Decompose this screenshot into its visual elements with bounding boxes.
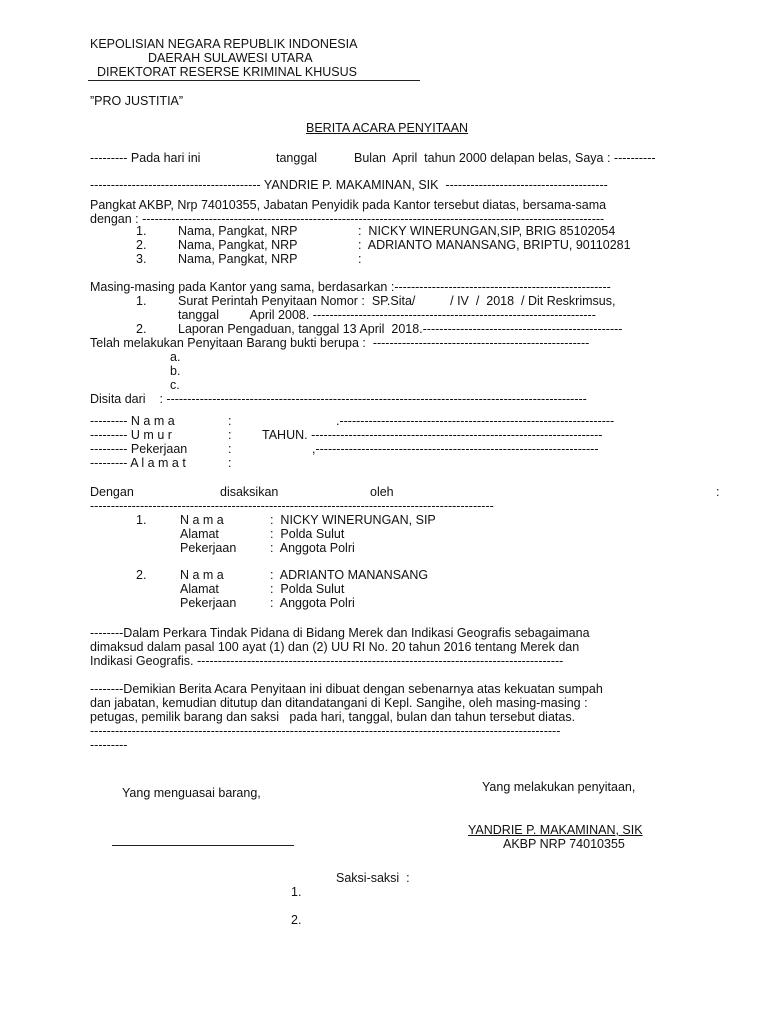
owner-nama-colon: : [228,414,232,428]
case-paragraph-line-2: dimaksud dalam pasal 100 ayat (1) dan (2) UU RI No. 20 tahun 2016 tentang Merek dan [90,640,580,654]
owner-umur-fill: TAHUN. ---------------------------------------------------------------------- [262,428,603,442]
basis-intro: Masing-masing pada Kantor yang sama, berdasarkan :---------------------------------------------------- [90,280,611,294]
witness-number: 2. [136,568,147,582]
saksi-label: Saksi-saksi : [336,871,410,885]
member-value: : [358,252,362,266]
opening-text-c: Bulan April tahun 2000 delapan belas, Saya : ---------- [354,151,656,165]
witness-intro-dash: ------------------------------------------------------------------------------------------------- [90,499,494,513]
witness-alamat-label: Alamat [180,582,219,596]
basis-item-2-number: 2. [136,322,147,336]
member-number: 2. [136,238,147,252]
witness-pekerjaan-label: Pekerjaan [180,541,237,555]
witness-intro-disaksikan: disaksikan [220,485,279,499]
witness-nama: : ADRIANTO MANANSANG [270,568,429,582]
rank-line-2: dengan : --------------------------------------------------------------------------------------------------------------- [90,212,605,226]
signature-left-label: Yang menguasai barang, [122,786,261,800]
pro-justitia: ”PRO JUSTITIA” [90,94,184,108]
basis-item-1-number: 1. [136,294,147,308]
signature-right-label: Yang melakukan penyitaan, [482,780,636,794]
basis-item-1-date: tanggal April 2008. -------------------------------------------------------------------- [178,308,596,322]
owner-pekerjaan-fill: ,-------------------------------------------------------------------- [312,442,599,456]
member-number: 3. [136,252,147,266]
rank-line-1: Pangkat AKBP, Nrp 74010355, Jabatan Penyidik pada Kantor tersebut diatas, bersama-sama [90,198,607,212]
closing-paragraph-line-1: --------Demikian Berita Acara Penyitaan ini dibuat dengan sebenarnya atas kekuatan sumpah [90,682,603,696]
owner-pekerjaan-label: --------- Pekerjaan [90,442,188,456]
header-line-2: DAERAH SULAWESI UTARA [148,51,313,65]
basis-item-2-text: Laporan Pengaduan, tanggal 13 April 2018.------------------------------------------------ [178,322,623,336]
owner-umur-colon: : [228,428,232,442]
saksi-item-1: 1. [291,885,302,899]
owner-alamat-label: --------- A l a m a t [90,456,186,470]
header-line-1: KEPOLISIAN NEGARA REPUBLIK INDONESIA [90,37,358,51]
opening-text-b: tanggal [276,151,318,165]
witness-intro-dengan: Dengan [90,485,134,499]
witness-nama-label: N a m a [180,513,224,527]
witness-pekerjaan: : Anggota Polri [270,541,355,555]
member-value: : NICKY WINERUNGAN,SIP, BRIG 85102054 [358,224,616,238]
seizure-intro: Telah melakukan Penyitaan Barang bukti berupa : ---------------------------------------------------- [90,336,590,350]
seized-item-a: a. [170,350,181,364]
owner-umur-label: --------- U m u r [90,428,172,442]
closing-paragraph-line-3: petugas, pemilik barang dan saksi pada hari, tanggal, bulan dan tahun tersebut diatas. [90,710,576,724]
header-underline [88,80,420,81]
witness-intro-oleh: oleh [370,485,394,499]
signature-officer-name: YANDRIE P. MAKAMINAN, SIK [468,823,643,837]
signature-officer-nrp: AKBP NRP 74010355 [503,837,625,851]
document-title: BERITA ACARA PENYITAAN [306,121,469,135]
owner-nama-label: --------- N a m a [90,414,175,428]
witness-alamat-label: Alamat [180,527,219,541]
saksi-item-2: 2. [291,913,302,927]
witness-nama-label: N a m a [180,568,224,582]
owner-alamat-colon: : [228,456,232,470]
member-label: Nama, Pangkat, NRP [178,252,298,266]
member-label: Nama, Pangkat, NRP [178,238,298,252]
witness-number: 1. [136,513,147,527]
owner-nama-fill: .------------------------------------------------------------------ [336,414,615,428]
member-value: : ADRIANTO MANANSANG, BRIPTU, 90110281 [358,238,631,252]
closing-paragraph-line-4: ----------------------------------------------------------------------------------------------------------------- [90,724,561,738]
member-number: 1. [136,224,147,238]
member-label: Nama, Pangkat, NRP [178,224,298,238]
closing-paragraph-line-2: dan jabatan, kemudian ditutup dan ditandatangani di Kepl. Sangihe, oleh masing-masing : [90,696,588,710]
witness-intro-colon: : [716,485,720,499]
header-line-3: DIREKTORAT RESERSE KRIMINAL KHUSUS [97,65,358,79]
seized-from: Disita dari : ----------------------------------------------------------------------------------------------------- [90,392,587,406]
case-paragraph-line-3: Indikasi Geografis. ---------------------------------------------------------------------------------------- [90,654,564,668]
signature-left-line [112,845,294,846]
basis-item-1-text: Surat Perintah Penyitaan Nomor : SP.Sita/ / IV / 2018 / Dit Reskrimsus, [178,294,616,308]
owner-pekerjaan-colon: : [228,442,232,456]
officer-line: ----------------------------------------- YANDRIE P. MAKAMINAN, SIK --------------------------------------- [90,178,608,192]
witness-nama: : NICKY WINERUNGAN, SIP [270,513,436,527]
witness-pekerjaan-label: Pekerjaan [180,596,237,610]
witness-alamat: : Polda Sulut [270,527,345,541]
seized-item-b: b. [170,364,181,378]
witness-pekerjaan: : Anggota Polri [270,596,355,610]
opening-text-a: --------- Pada hari ini [90,151,201,165]
witness-alamat: : Polda Sulut [270,582,345,596]
closing-paragraph-line-5: --------- [90,738,128,752]
case-paragraph-line-1: --------Dalam Perkara Tindak Pidana di Bidang Merek dan Indikasi Geografis sebagaimana [90,626,590,640]
seized-item-c: c. [170,378,180,392]
